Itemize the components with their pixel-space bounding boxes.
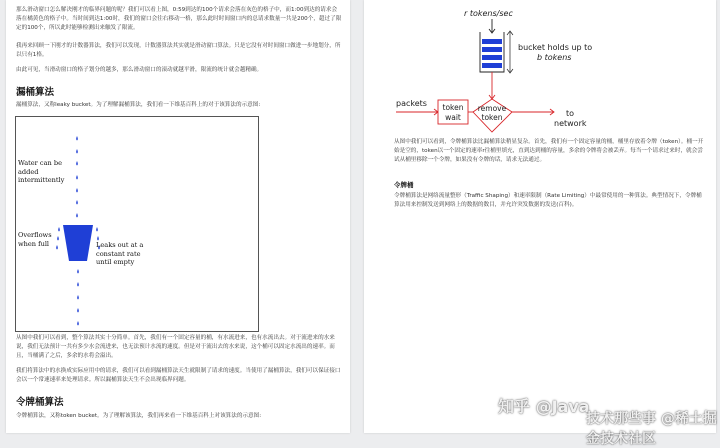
watermark-author: 技术那些事 @稀土掘金技术社区 (586, 411, 717, 447)
packets-label: packets (396, 99, 427, 108)
token-stack (482, 39, 502, 68)
paragraph: 由此可见，当滑动窗口的格子划分的越多，那么滑动窗口的滚动就越平滑，限流的统计就会越精确。 (16, 67, 263, 73)
rate-label: r tokens/sec (464, 9, 513, 18)
heading-leaky-bucket: 漏桶算法 (16, 87, 55, 98)
paragraph: 漏桶算法，又称leaky bucket。为了理解漏桶算法，我们看一下维基百科上的对于该算法的示意图: (16, 102, 261, 108)
paragraph: 我们将算法中的水换成实际应用中的请求，我们可以看到漏桶算法天生就限制了请求的速度。当使用了漏桶算法，我们可以保证接口会以一个常速速率来处理请求。所以漏桶算法天生不会出现临界问题。 (16, 368, 341, 383)
token-bucket-figure (394, 2, 654, 134)
bucket-capacity-label-2: b tokens (537, 53, 572, 62)
label-overflows: Overflows when full (18, 231, 52, 248)
paragraph: 那么滑动窗口怎么解决刚才的临界问题的呢？我们可以看上图，0:59到达的100个请求会落在灰色的格子中，而1:00到达的请求会落在橘黄色的格子中。当时间到达1:00时，我们的窗口会往右移动一格，那么此时时间窗口内的总请求数量一共是200个，超过了限定的100个，所以此时能够检测出来触发了限流。 (16, 7, 342, 31)
token-wait-label-1: token (442, 103, 464, 112)
network-label: network (554, 119, 587, 128)
document-page-left (6, 0, 350, 433)
watermark-zhihu: 知乎 @Java (498, 397, 590, 416)
paragraph: 从图中我们可以看到，令牌桶算法比漏桶算法稍显复杂。首先，我们有一个固定容量的桶，桶里存放着令牌（token）。桶一开始是空的，token以一个固定的速率r往桶里填充，直到达到桶的容量，多余的令牌将会被丢弃。每当一个请求过来时，就会尝试从桶里移除一个令牌，如果没有令牌的话，请求无法通过。 (394, 139, 704, 163)
paragraph: 令牌桶算法是网络流量整形（Traffic Shaping）和速率限制（Rate Limiting）中最常使用的一种算法。典型情况下，令牌桶算法用来控制发送到网络上的数据的数目，并允许突发数据的发送(百科)。 (394, 193, 702, 208)
bucket-shape (63, 225, 93, 261)
paragraph: 我再来回顾一下刚才的计数器算法，我们可以发现，计数器算法其实就是滑动窗口算法。只是它没有对时间窗口做进一步地划分，所以只有1格。 (16, 43, 341, 58)
heading-token-bucket: 令牌桶算法 (16, 397, 64, 408)
leaky-bucket-figure (15, 116, 259, 332)
to-label: to (566, 109, 575, 118)
bucket-capacity-label-1: bucket holds up to (518, 43, 593, 52)
leaky-bucket-drawing (16, 117, 258, 331)
heading-token: 令牌桶 (394, 181, 414, 189)
document-page-right (364, 0, 716, 433)
leak-drops (77, 269, 79, 326)
remove-token-label-1: remove (477, 104, 507, 113)
paragraph: 从图中我们可以看到，整个算法其实十分简单。首先，我们有一个固定容量的桶，有水流进来，也有水流出去。对于流进来的水来说，我们无法预计一共有多少水会流进来，也无法预计水流的速度。但是对于流出去的水来说，这个桶可以固定水流出的速率。而且，当桶满了之后，多余的水将会溢出。 (16, 335, 335, 359)
water-drops-top (76, 136, 78, 218)
token-wait-label-2: wait (445, 113, 461, 122)
label-water-added: Water can be added intermittently (18, 159, 65, 184)
label-leaks-out: Leaks out at a constant rate until empty (96, 241, 144, 266)
remove-token-label-2: token (481, 113, 503, 122)
paragraph: 令牌桶算法，又称token bucket。为了理解该算法，我们再来看一下维基百科上对该算法的示意图: (16, 413, 262, 419)
